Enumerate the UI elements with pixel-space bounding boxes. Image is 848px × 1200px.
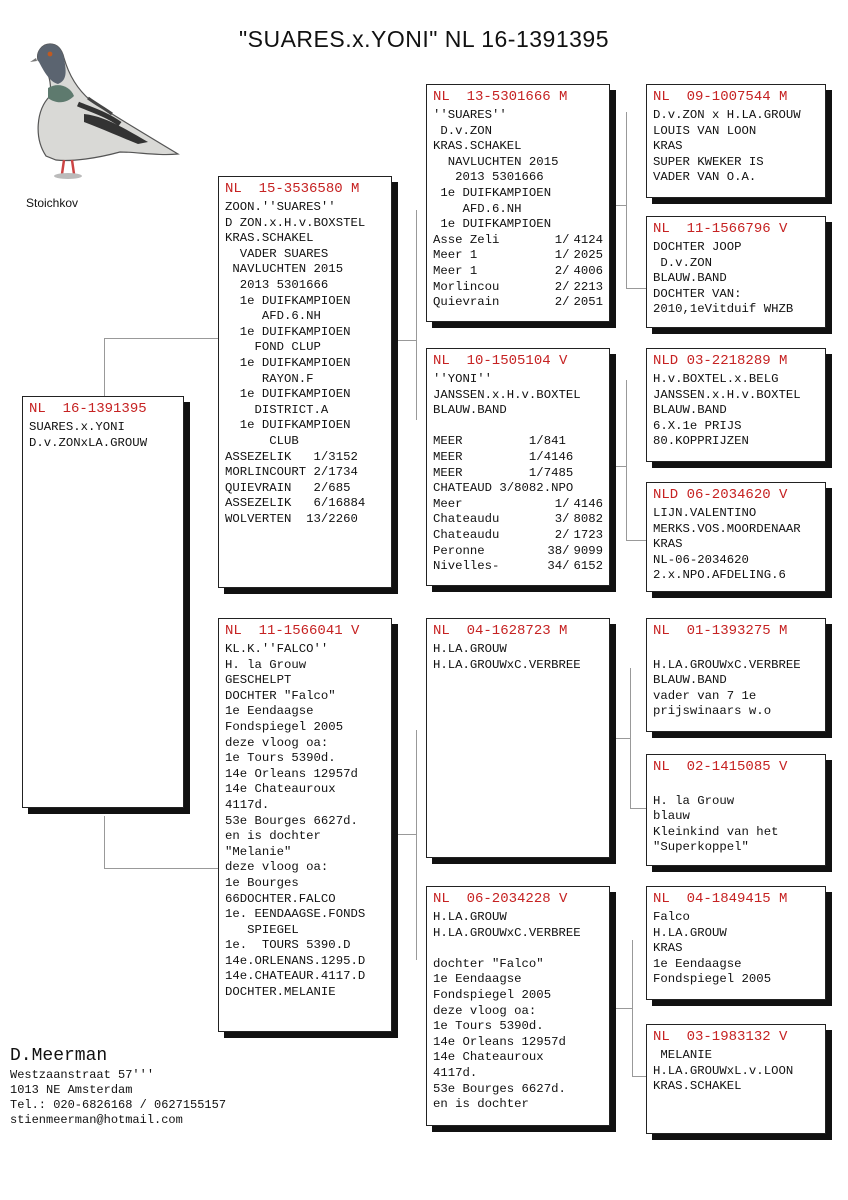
pigeon-image xyxy=(28,38,188,183)
race-result-row xyxy=(433,528,603,544)
info-line: ''SUARES'' xyxy=(433,108,507,122)
pedigree-card-fff xyxy=(646,84,826,198)
info-line: BLAUW.BAND xyxy=(653,271,727,286)
owner-info xyxy=(10,1045,226,1128)
owner-address-street: Westzaanstraat 57''' xyxy=(10,1068,155,1082)
info-line: NL-06-2034620 xyxy=(653,552,749,567)
bird-caption: Stoichkov xyxy=(26,196,79,210)
info-line: DOCHTER VAN: xyxy=(653,286,742,301)
race-count: 8082 xyxy=(573,512,603,527)
race-name: Nivelles- xyxy=(433,559,500,574)
info-line: Fondspiegel 2005 xyxy=(433,987,552,1002)
info-line: KRAS.SCHAKEL xyxy=(433,139,522,154)
info-line: 2010,1eVitduif WHZB xyxy=(653,302,794,317)
info-line: H.LA.GROUWxL.v.LOON xyxy=(653,1063,794,1078)
info-line: D.v.ZON xyxy=(653,255,713,270)
pedigree-card-father-sire xyxy=(426,84,610,322)
info-line: QUIEVRAIN 2/685 xyxy=(225,480,351,495)
connector-line xyxy=(630,808,646,809)
info-line: DOCHTER.MELANIE xyxy=(225,985,336,1000)
info-line: 1e Tours 5390d. xyxy=(225,751,336,766)
info-line: 53e Bourges 6627d. xyxy=(433,1081,566,1096)
info-line: KRAS xyxy=(653,139,683,154)
ring-number: NL 10-1505104 V xyxy=(433,353,568,369)
race-result-row xyxy=(433,264,603,280)
info-line xyxy=(653,778,819,794)
connector-line xyxy=(392,340,416,341)
info-line: SPIEGEL xyxy=(225,922,299,937)
info-line: 6.X.1e PRIJS xyxy=(653,418,742,433)
race-place: 2/ xyxy=(554,295,570,310)
info-line: MORLINCOURT 2/1734 xyxy=(225,465,358,480)
race-count: 2213 xyxy=(573,279,603,294)
race-name: Meer 1 xyxy=(433,248,478,263)
race-count: 9099 xyxy=(573,543,603,558)
info-line: 14e Chateauroux xyxy=(225,782,336,797)
connector-line xyxy=(104,338,218,339)
info-line: KRAS xyxy=(653,941,683,956)
race-result-row xyxy=(433,280,603,296)
info-line: 1e DUIFKAMPIOEN xyxy=(225,324,351,339)
pedigree-card-mmf xyxy=(646,886,826,1000)
info-line: deze vloog oa: xyxy=(433,1003,537,1018)
info-line xyxy=(653,642,819,658)
connector-line xyxy=(630,668,631,808)
race-count: 4006 xyxy=(573,263,603,278)
info-line: "Melanie" xyxy=(225,844,292,859)
race-place: 1/ xyxy=(554,232,570,247)
pedigree-card-mmm xyxy=(646,1024,826,1134)
info-line: ASSEZELIK 1/3152 xyxy=(225,449,358,464)
connector-line xyxy=(626,380,627,540)
connector-line xyxy=(632,1076,646,1077)
info-line: BLAUW.BAND xyxy=(433,403,507,418)
info-line: BLAUW.BAND xyxy=(653,403,727,418)
info-line: 1e Tours 5390d. xyxy=(433,1019,544,1034)
race-result-row xyxy=(433,233,603,249)
race-name: Meer 1 xyxy=(433,263,478,278)
ring-number: NL 03-1983132 V xyxy=(653,1029,788,1045)
pedigree-card-mother xyxy=(218,618,392,1032)
race-place: 38/ xyxy=(547,543,570,558)
ring-number: NL 06-2034228 V xyxy=(433,891,568,907)
pedigree-card-father-dam xyxy=(426,348,610,586)
info-line: 1e Eendaagse xyxy=(225,704,314,719)
connector-line xyxy=(612,738,630,739)
connector-line xyxy=(392,834,416,835)
ring-number: NL 11-1566041 V xyxy=(225,623,360,639)
info-line: dochter "Falco" xyxy=(433,956,544,971)
info-line: H.LA.GROUWxC.VERBREE xyxy=(433,657,581,672)
info-line: "Superkoppel" xyxy=(653,840,749,855)
info-line: ZOON.''SUARES'' xyxy=(225,200,336,214)
info-line: prijswinaars w.o xyxy=(653,704,772,719)
info-line: 2013 5301666 xyxy=(225,277,329,292)
info-line: Fondspiegel 2005 xyxy=(225,719,344,734)
info-line: 1e DUIFKAMPIOEN xyxy=(225,387,351,402)
info-line: D.v.ZON xyxy=(433,123,493,138)
info-line: VADER VAN O.A. xyxy=(653,170,757,185)
race-count: 4146 xyxy=(573,496,603,511)
race-place: 2/ xyxy=(554,527,570,542)
info-line: 1e DUIFKAMPIOEN xyxy=(433,185,552,200)
pedigree-card-mother-dam xyxy=(426,886,610,1126)
connector-line xyxy=(610,466,626,467)
info-line: 1e Bourges xyxy=(225,875,299,890)
info-line xyxy=(433,419,603,435)
pedigree-card-ffm xyxy=(646,216,826,328)
info-line: en is dochter xyxy=(433,1097,529,1112)
info-line: en is dochter xyxy=(225,829,321,844)
info-line: 14e Orleans 12957d xyxy=(225,766,358,781)
info-line: vader van 7 1e xyxy=(653,688,757,703)
race-result-row xyxy=(433,559,603,575)
info-line: MEER 1/841 xyxy=(433,434,566,449)
race-name: Chateaudu xyxy=(433,512,500,527)
race-count: 2051 xyxy=(573,295,603,310)
info-line: SUPER KWEKER IS xyxy=(653,154,764,169)
info-line: 1e Eendaagse xyxy=(433,972,522,987)
info-line: DISTRICT.A xyxy=(225,402,329,417)
info-line: 1e. EENDAAGSE.FONDS xyxy=(225,907,366,922)
info-line: 1e. TOURS 5390.D xyxy=(225,938,351,953)
info-line: 1e DUIFKAMPIOEN xyxy=(225,418,351,433)
connector-line xyxy=(632,940,633,1076)
info-line: 1e DUIFKAMPIOEN xyxy=(225,355,351,370)
info-line: 53e Bourges 6627d. xyxy=(225,813,358,828)
info-line: KRAS.SCHAKEL xyxy=(653,1079,742,1094)
info-line: 4117d. xyxy=(225,797,270,812)
connector-line xyxy=(612,1008,632,1009)
info-line: ASSEZELIK 6/16884 xyxy=(225,496,366,511)
pedigree-card-mfm xyxy=(646,754,826,866)
connector-line xyxy=(626,112,627,288)
info-line: deze vloog oa: xyxy=(225,735,329,750)
info-line: CLUB xyxy=(225,433,299,448)
info-line: KL.K.''FALCO'' xyxy=(225,642,329,656)
info-line: SUARES.x.YONI xyxy=(29,420,125,434)
race-count: 2025 xyxy=(573,248,603,263)
race-name: Morlincou xyxy=(433,279,500,294)
info-line: H.LA.GROUWxC.VERBREE xyxy=(653,657,801,672)
ring-number: NLD 06-2034620 V xyxy=(653,487,788,503)
race-result-row xyxy=(433,295,603,311)
ring-number: NL 16-1391395 xyxy=(29,401,147,417)
info-line: 2013 5301666 xyxy=(433,170,544,185)
owner-address-city: 1013 NE Amsterdam xyxy=(10,1083,133,1097)
race-place: 2/ xyxy=(554,279,570,294)
pedigree-card-fmf xyxy=(646,348,826,462)
info-line: GESCHELPT xyxy=(225,673,292,688)
pedigree-card-father xyxy=(218,176,392,588)
race-name: Asse Zeli xyxy=(433,232,500,247)
ring-number: NL 02-1415085 V xyxy=(653,759,788,775)
race-place: 34/ xyxy=(547,559,570,574)
info-line: NAVLUCHTEN 2015 xyxy=(433,154,559,169)
info-line: H. la Grouw xyxy=(225,657,307,672)
ring-number: NL 01-1393275 M xyxy=(653,623,788,639)
race-name: Peronne xyxy=(433,543,485,558)
info-line: 1e Eendaagse xyxy=(653,956,742,971)
pedigree-card-mother-sire xyxy=(426,618,610,858)
info-line: 14e Orleans 12957d xyxy=(433,1034,566,1049)
info-line: 1e DUIFKAMPIOEN xyxy=(433,217,552,232)
info-line: 14e.CHATEAUR.4117.D xyxy=(225,969,366,984)
info-line: MERKS.VOS.MOORDENAAR xyxy=(653,521,801,536)
info-line: VADER SUARES xyxy=(225,246,329,261)
info-line: Falco xyxy=(653,910,690,924)
info-line: AFD.6.NH xyxy=(433,201,522,216)
info-line: 4117d. xyxy=(433,1065,478,1080)
owner-email: stienmeerman@hotmail.com xyxy=(10,1113,183,1127)
ring-number: NL 11-1566796 V xyxy=(653,221,788,237)
connector-line xyxy=(416,210,417,420)
info-line: MELANIE xyxy=(653,1048,713,1062)
ring-number: NL 04-1849415 M xyxy=(653,891,788,907)
race-place: 3/ xyxy=(554,512,570,527)
info-line: JANSSEN.x.H.v.BOXTEL xyxy=(653,387,801,402)
info-line: Kleinkind van het xyxy=(653,824,779,839)
info-line: NAVLUCHTEN 2015 xyxy=(225,262,344,277)
race-place: 2/ xyxy=(554,263,570,278)
connector-line xyxy=(416,730,417,960)
page-title: "SUARES.x.YONI" NL 16-1391395 xyxy=(238,26,610,52)
info-line: 66DOCHTER.FALCO xyxy=(225,891,336,906)
race-name: Chateaudu xyxy=(433,527,500,542)
owner-phone: Tel.: 020-6826168 / 0627155157 xyxy=(10,1098,227,1112)
info-line: BLAUW.BAND xyxy=(653,673,727,688)
race-result-row xyxy=(433,248,603,264)
race-result-row xyxy=(433,497,603,513)
ring-number: NLD 03-2218289 M xyxy=(653,353,788,369)
ring-number: NL 15-3536580 M xyxy=(225,181,360,197)
info-line: KRAS.SCHAKEL xyxy=(225,231,314,246)
info-line: H.v.BOXTEL.x.BELG xyxy=(653,372,779,386)
info-line: DOCHTER "Falco" xyxy=(225,688,336,703)
race-result-row xyxy=(433,512,603,528)
info-line: CHATEAUD 3/8082.NPO xyxy=(433,481,574,496)
info-line: AFD.6.NH xyxy=(225,309,321,324)
info-line: blauw xyxy=(653,809,690,824)
info-line: WOLVERTEN 13/2260 xyxy=(225,511,358,526)
connector-line xyxy=(104,816,105,868)
info-line: KRAS xyxy=(653,537,683,552)
info-line: DOCHTER JOOP xyxy=(653,240,742,254)
info-line: MEER 1/4146 xyxy=(433,449,574,464)
race-count: 4124 xyxy=(573,232,603,247)
ring-number: NL 09-1007544 M xyxy=(653,89,788,105)
info-line: H.LA.GROUWxC.VERBREE xyxy=(433,925,581,940)
race-result-row xyxy=(433,544,603,560)
info-line: 14e.ORLENANS.1295.D xyxy=(225,953,366,968)
info-line: D.v.ZONxLA.GROUW xyxy=(29,435,148,450)
info-line: JANSSEN.x.H.v.BOXTEL xyxy=(433,387,581,402)
info-line: H.LA.GROUW xyxy=(433,910,507,924)
info-line: 1e DUIFKAMPIOEN xyxy=(225,293,351,308)
info-line xyxy=(433,941,603,957)
race-place: 1/ xyxy=(554,248,570,263)
connector-line xyxy=(610,205,626,206)
info-line: LOUIS VAN LOON xyxy=(653,123,757,138)
connector-line xyxy=(626,288,646,289)
info-line: MEER 1/7485 xyxy=(433,465,574,480)
connector-line xyxy=(104,868,218,869)
owner-name: D.Meerman xyxy=(10,1046,108,1066)
info-line: D.v.ZON x H.LA.GROUW xyxy=(653,108,801,122)
ring-number: NL 04-1628723 M xyxy=(433,623,568,639)
race-count: 6152 xyxy=(573,559,603,574)
info-line: RAYON.F xyxy=(225,371,314,386)
info-line: deze vloog oa: xyxy=(225,860,329,875)
info-line: H.LA.GROUW xyxy=(653,925,727,940)
info-line: 80.KOPPRIJZEN xyxy=(653,434,749,449)
info-line: LIJN.VALENTINO xyxy=(653,506,757,520)
race-place: 1/ xyxy=(554,496,570,511)
race-count: 1723 xyxy=(573,527,603,542)
connector-line xyxy=(626,540,646,541)
pedigree-card-fmm xyxy=(646,482,826,592)
info-line: Fondspiegel 2005 xyxy=(653,972,772,987)
info-line: 14e Chateauroux xyxy=(433,1050,544,1065)
pedigree-card-mff xyxy=(646,618,826,732)
race-name: Quievrain xyxy=(433,295,500,310)
info-line: D ZON.x.H.v.BOXSTEL xyxy=(225,215,366,230)
info-line: ''YONI'' xyxy=(433,372,493,386)
connector-line xyxy=(104,338,105,396)
info-line: H.LA.GROUW xyxy=(433,642,507,656)
info-line: FOND CLUP xyxy=(225,340,321,355)
info-line: H. la Grouw xyxy=(653,793,735,808)
race-name: Meer xyxy=(433,496,463,511)
ring-number: NL 13-5301666 M xyxy=(433,89,568,105)
info-line: 2.x.NPO.AFDELING.6 xyxy=(653,568,786,583)
pedigree-card-main xyxy=(22,396,184,808)
